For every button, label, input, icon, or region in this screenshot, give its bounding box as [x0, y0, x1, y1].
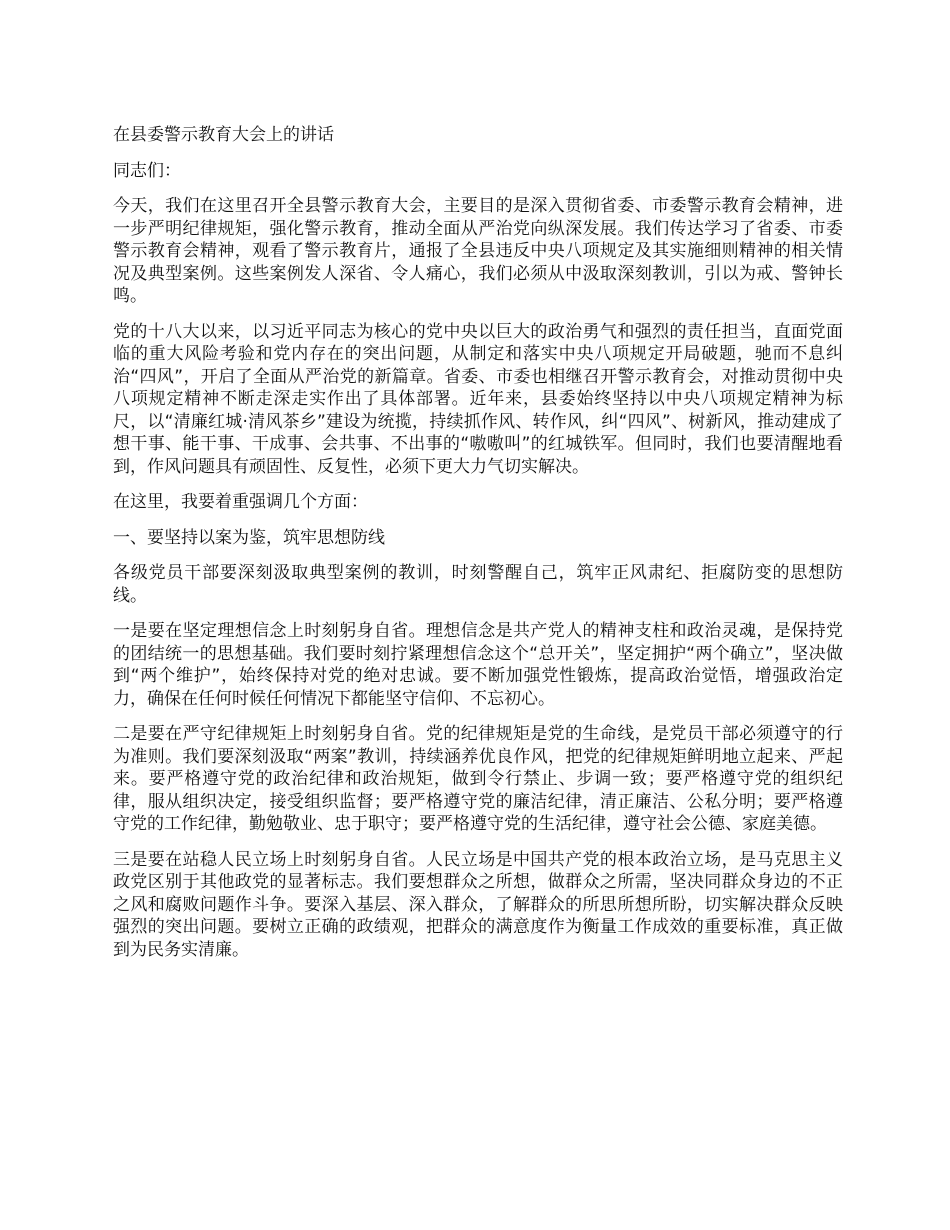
section-heading-1: 一、要坚持以案为鉴，筑牢思想防线: [113, 527, 385, 548]
document-title: 在县委警示教育大会上的讲话: [113, 125, 334, 145]
paragraph-opening: 今天，我们在这里召开全县警示教育大会，主要目的是深入贯彻省委、市委警示教育会精神，进一步严明纪律规矩，强化警示教育，推动全面从严治党向纵深发展。我们传达学习了省委、市委警示教育会精神，观看了警示教育片，通报了全县违反中央八项规定及其实施细则精神的相关情况及典型案例。这些案例发人深省、令人痛心，我们必须从中汲取深刻教训，引以为戒、警钟长鸣。: [113, 196, 843, 306]
paragraph-point-3: 三是要在站稳人民立场上时刻躬身自省。人民立场是中国共产党的根本政治立场，是马克思主义政党区别于其他政党的显著标志。我们要想群众之所想，做群众之所需，坚决同群众身边的不正之风和腐败问题作斗争。要深入基层、深入群众，了解群众的所思所想所盼，切实解决群众反映强烈的突出问题。要树立正确的政绩观，把群众的满意度作为衡量工作成效的重要标准，真正做到为民务实清廉。: [113, 849, 843, 960]
paragraph-transition: 在这里，我要着重强调几个方面：: [113, 492, 368, 512]
document-page: [113, 124, 843, 974]
salutation: 同志们：: [113, 160, 181, 181]
paragraph-point-1: 一是要在坚定理想信念上时刻躬身自省。理想信念是共产党人的精神支柱和政治灵魂，是保持党的团结统一的思想基础。我们要时刻拧紧理想信念这个“总开关”，坚定拥护“两个确立”，坚决做到“两个维护”，始终保持对党的绝对忠诚。要不断加强党性锻炼，提高政治觉悟，增强政治定力，确保在任何时候任何情况下都能坚守信仰、不忘初心。: [113, 621, 843, 709]
paragraph-section-intro: 各级党员干部要深刻汲取典型案例的教训，时刻警醒自己，筑牢正风肃纪、拒腐防变的思想防线。: [113, 563, 843, 606]
paragraph-point-2: 二是要在严守纪律规矩上时刻躬身自省。党的纪律规矩是党的生命线，是党员干部必须遵守的行为准则。我们要深刻汲取“两案”教训，持续涵养优良作风，把党的纪律规矩鲜明地立起来、严起来。要严格遵守党的政治纪律和政治规矩，做到令行禁止、步调一致；要严格遵守党的组织纪律，服从组织决定，接受组织监督；要严格遵守党的廉洁纪律，清正廉洁、公私分明；要严格遵守党的工作纪律，勤勉敬业、忠于职守；要严格遵守党的生活纪律，遵守社会公德、家庭美德。: [113, 724, 843, 834]
paragraph-background: 党的十八大以来，以习近平同志为核心的党中央以巨大的政治勇气和强烈的责任担当，直面党面临的重大风险考验和党内存在的突出问题，从制定和落实中央八项规定开局破题，驰而不息纠治“四风”，开启了全面从严治党的新篇章。省委、市委也相继召开警示教育会，对推动贯彻中央八项规定精神不断走深走实作出了具体部署。近年来，县委始终坚持以中央八项规定精神为标尺，以“清廉红城·清风茶乡”建设为统揽，持续抓作风、转作风，纠“四风”、树新风，推动建成了想干事、能干事、干成事、会共事、不出事的“嗷嗷叫”的红城铁军。但同时，我们也要清醒地看到，作风问题具有顽固性、反复性，必须下更大力气切实解决。: [113, 321, 843, 477]
